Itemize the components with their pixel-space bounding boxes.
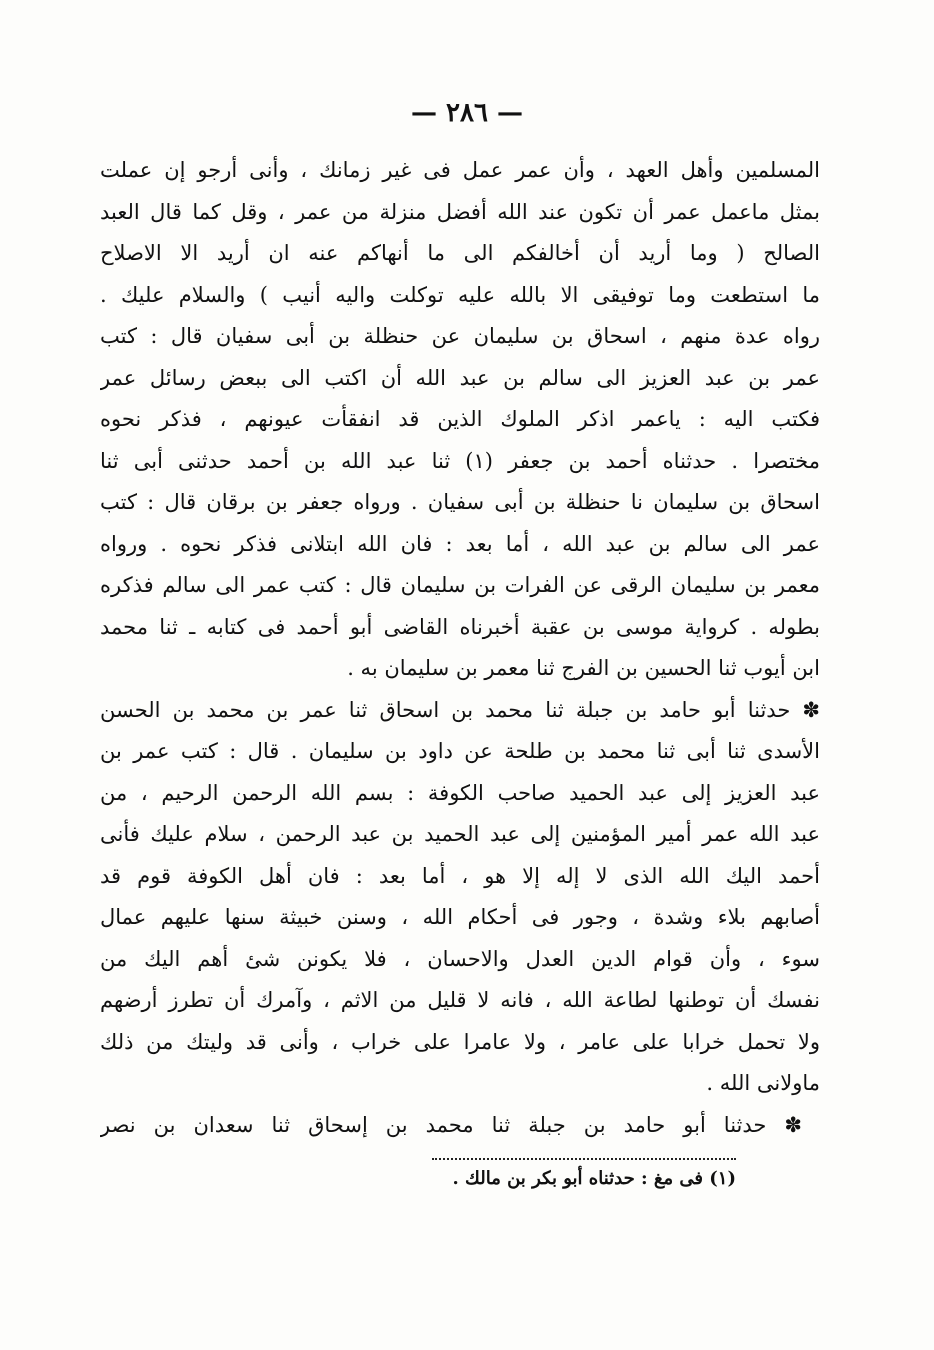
text-line: عبد الله عمر أمير المؤمنين إلى عبد الحميد بن عبد الرحمن ، سلام عليك فأنى: [100, 822, 820, 846]
text-line: سوء ، وأن قوام الدين العدل والاحسان ، فلا يكونن شئ أهم اليك من: [100, 946, 820, 971]
text-line: رواه عدة منهم ، اسحاق بن سليمان عن حنظلة بن أبى سفيان قال : كتب: [100, 324, 820, 348]
text-line: ✽ حدثنا أبو حامد بن جبلة ثنا محمد بن اسحاق ثنا عمر بن محمد بن الحسن: [100, 697, 820, 722]
text-line: ابن أيوب ثنا الحسين بن الفرج ثنا معمر بن سليمان به .: [347, 656, 820, 680]
footnote-separator: [432, 1158, 736, 1160]
page-number: — ٢٨٦ —: [410, 98, 524, 128]
text-line: ✽ حدثنا أبو حامد بن جبلة ثنا محمد بن إسحاق ثنا سعدان بن نصر: [100, 1112, 802, 1137]
footnote: (١) فى مغ : حدثناه أبو بكر بن مالك .: [452, 1168, 736, 1189]
text-line: ماولانى الله .: [706, 1071, 820, 1095]
text-line: ولا تحمل خرابا على عامر ، ولا عامرا على خراب ، وأنى قد وليتك من ذلك: [100, 1029, 820, 1054]
text-line: الصالح ( وما أريد أن أخالفكم الى ما أنهاكم عنه ان أريد الا الاصلاح: [100, 241, 820, 265]
text-line: عمر بن عبد العزيز الى سالم بن عبد الله أن اكتب الى ببعض رسائل عمر: [100, 365, 820, 390]
text-line: عمر الى سالم بن عبد الله ، أما بعد : فان الله ابتلانى فذكر نحوه . ورواه: [100, 531, 820, 556]
text-line: فكتب اليه : ياعمر اذكر الملوك الذين قد انفقأت عيونهم ، فذكر نحوه: [100, 407, 820, 431]
text-line: نفسك أن توطنها لطاعة الله ، فانه لا قليل من الاثم ، وآمرك أن تطرز أرضهم: [100, 988, 820, 1012]
text-line: أحمد اليك الله الذى لا إله إلا هو ، أما بعد : فان أهل الكوفة قوم قد: [100, 863, 820, 888]
text-line: أصابهم بلاء وشدة ، وجور فى أحكام الله ، وسنن خبيثة سنها عليهم عمال: [100, 905, 820, 929]
text-line: اسحاق بن سليمان نا حنظلة بن أبى سفيان . ورواه جعفر بن برقان قال : كتب: [100, 490, 820, 514]
text-line: المسلمين وأهل العهد ، وأن عمر عمل فى غير زمانك ، وأنى أرجو إن عملت: [100, 158, 820, 182]
text-line: معمر بن سليمان الرقى عن الفرات بن سليمان قال : كتب عمر الى سالم فذكره: [100, 573, 820, 597]
text-line: الأسدى ثنا أبى ثنا محمد بن طلحة عن داود بن سليمان . قال : كتب عمر بن: [100, 739, 820, 763]
text-line: مختصرا . حدثناه أحمد بن جعفر (١) ثنا عبد الله بن أحمد حدثنى أبى ثنا: [100, 448, 820, 473]
main-text: [100, 150, 820, 1146]
text-line: ما استطعت وما توفيقى الا بالله عليه توكلت واليه أنيب ) والسلام عليك .: [100, 282, 820, 307]
text-line: عبد العزيز إلى عبد الحميد صاحب الكوفة : بسم الله الرحمن الرحيم ، من: [100, 780, 820, 805]
text-line: بمثل ماعمل عمر أن تكون عند الله أفضل منزلة من عمر ، وقل كما قال العبد: [100, 199, 820, 224]
text-line: بطوله . كرواية موسى بن عقبة أخبرناه القاضى أبو أحمد فى كتابه ـ ثنا محمد: [100, 614, 820, 639]
